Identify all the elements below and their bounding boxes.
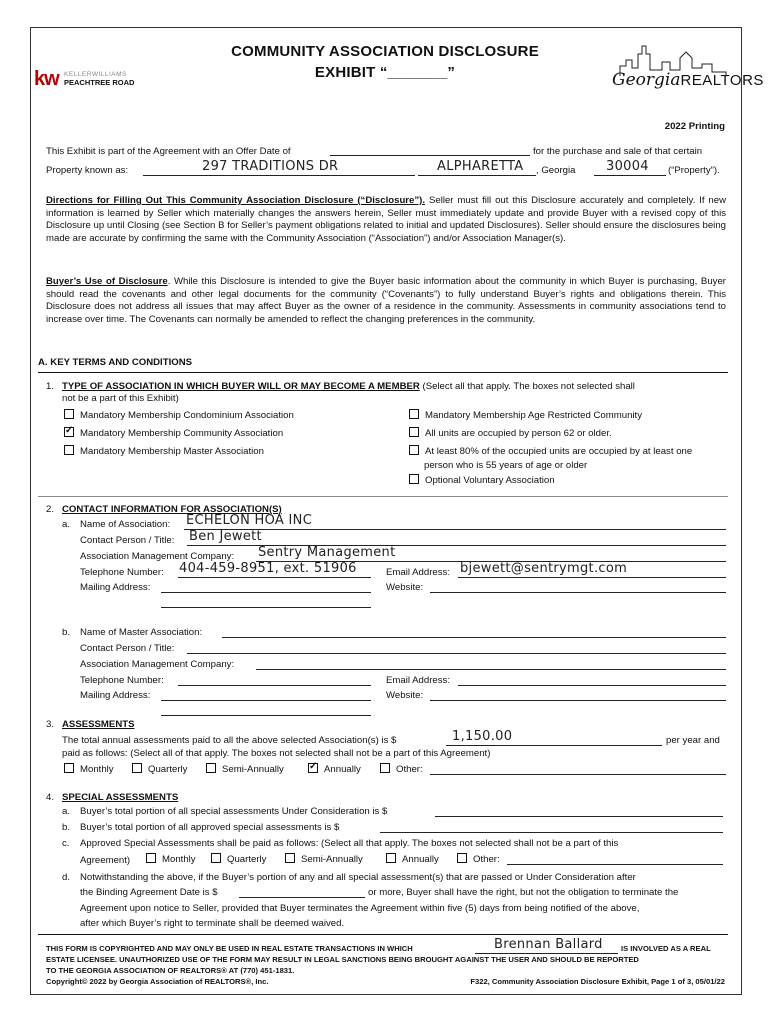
item3-num: 3. (46, 719, 55, 730)
item4-b-text: Buyer’s total portion of all approved special assessments is $ (80, 822, 340, 833)
option-label: At least 80% of the occupied units are occupied by at least one (425, 446, 693, 457)
property-label: (“Property”). (668, 165, 720, 176)
mgmt-value: Sentry Management (258, 545, 396, 560)
kw-office (64, 71, 134, 87)
checkbox-special-other[interactable] (457, 853, 467, 863)
item1-heading: TYPE OF ASSOCIATION IN WHICH BUYER WILL OR MAY BECOME A MEMBER (62, 381, 420, 392)
other-field[interactable] (430, 774, 726, 775)
kw-logo (34, 68, 59, 91)
item4-d-line3: Agreement upon notice to Seller, provided that Buyer terminates the Agreement within five (5) days from being notified of the above, (80, 903, 640, 914)
option-label: Quarterly (227, 854, 267, 865)
phone-field[interactable] (178, 577, 371, 578)
option-label: Optional Voluntary Association (425, 475, 555, 486)
item1-left-option-1[interactable] (64, 427, 283, 440)
special-other-field[interactable] (507, 864, 723, 865)
buyers-use-body: . While this Disclosure is intended to give the Buyer basic information about the community in which Buyer is purchasing, Buyer should read the covenants and other legal documents for the community (“Covenants”) to fully understand Buyer’s rights and obligations therein. This Disclosure does not address all issues that may affect Buyer as the owner of a residence in the community. Assessments in community associations tend to increase over time. The Covenants can normally be amended to reflect the changing preferences in the community. (46, 276, 726, 325)
zip-field[interactable] (594, 175, 666, 176)
option-label: Monthly (80, 764, 114, 775)
directions-heading: Directions for Filling Out This Community Association Disclosure (“Disclosure”). (46, 195, 426, 206)
item4-c-option-semi[interactable] (285, 853, 363, 866)
b-mail-field-2[interactable] (161, 715, 371, 716)
footer-copyright: Copyright© 2022 by Georgia Association of REALTORS®, Inc. (46, 977, 269, 986)
item1-num: 1. (46, 381, 55, 392)
item4-c-option-monthly[interactable] (146, 853, 196, 866)
threshold-field[interactable] (239, 897, 365, 898)
checkbox-semi-annually[interactable] (206, 763, 216, 773)
item1-right-option-2[interactable] (409, 445, 692, 458)
checkbox-special-monthly[interactable] (146, 853, 156, 863)
option-label: Mandatory Membership Community Association (80, 428, 284, 439)
checkbox-community-association[interactable] (64, 427, 74, 437)
b-website-label: Website: (386, 690, 424, 701)
item4-heading: SPECIAL ASSESSMENTS (62, 792, 179, 803)
gar-logo-script: Georgia (612, 70, 681, 90)
item1-right-option-3[interactable] (409, 474, 555, 487)
option-label: Mandatory Membership Condominium Association (80, 410, 294, 421)
intro-line1-a: This Exhibit is part of the Agreement with an Offer Date of (46, 146, 291, 157)
option-label: Mandatory Membership Master Association (80, 446, 264, 457)
item4-d-line2b: or more, Buyer shall have the right, but not the obligation to terminate the (368, 887, 679, 898)
item3-option-annually[interactable] (308, 763, 361, 776)
b-website-field[interactable] (430, 700, 726, 701)
special-under-consideration-field[interactable] (435, 816, 723, 817)
master-label: Name of Master Association: (80, 627, 203, 638)
buyers-use-heading: Buyer’s Use of Disclosure (46, 276, 168, 287)
gar-logo-word: REALTORS (680, 72, 764, 89)
item3-option-quarterly[interactable] (132, 763, 187, 776)
assessment-amount-value: 1,150.00 (452, 729, 513, 744)
item3-option-monthly[interactable] (64, 763, 114, 776)
mgmt-label: Association Management Company: (80, 551, 235, 562)
item4-num: 4. (46, 792, 55, 803)
checkbox-special-quarterly[interactable] (211, 853, 221, 863)
item2-a-label: a. (62, 519, 71, 530)
special-approved-field[interactable] (380, 832, 723, 833)
item4-d-line2a: the Binding Agreement Date is $ (80, 887, 218, 898)
item4-c-option-annually[interactable] (386, 853, 439, 866)
checkbox-80-percent[interactable] (409, 445, 419, 455)
licensee-value: Brennan Ballard (494, 937, 603, 952)
option-label: Quarterly (148, 764, 188, 775)
printing-year: 2022 Printing (664, 121, 725, 132)
website-field[interactable] (430, 592, 726, 593)
item4-b: b. (62, 822, 71, 833)
checkbox-62-or-older[interactable] (409, 427, 419, 437)
item4-c-text2: Agreement) (80, 855, 131, 866)
city-field[interactable] (418, 175, 536, 176)
option-label: Annually (402, 854, 439, 865)
option-label: Monthly (162, 854, 196, 865)
mail-label: Mailing Address: (80, 582, 151, 593)
b-contact-field[interactable] (187, 653, 726, 654)
assoc-name-field[interactable] (184, 529, 726, 530)
footer-line1-b: IS INVOLVED AS A REAL (621, 944, 711, 953)
item1-right-option-1[interactable] (409, 427, 612, 440)
item4-d: d. (62, 872, 71, 883)
checkbox-master-association[interactable] (64, 445, 74, 455)
item4-d-line4: after which Buyer’s right to terminate shall be deemed waived. (80, 918, 345, 929)
item3-heading: ASSESSMENTS (62, 719, 135, 730)
directions-paragraph (46, 195, 726, 245)
section-a-heading: A. KEY TERMS AND CONDITIONS (38, 357, 193, 368)
kw-office-line1: KELLERWILLIAMS (64, 71, 127, 78)
footer-line2: ESTATE LICENSEE. UNAUTHORIZED USE OF THE FORM MAY RESULT IN LEGAL SANCTIONS BEING BROUGHT AGAINST THE USER AND SHOULD BE REPORTED (46, 955, 639, 964)
item4-c: c. (62, 838, 70, 849)
item4-d-line1: Notwithstanding the above, if the Buyer’s portion of any and all special assessment(s) that are passed or Under Consideration after (80, 872, 636, 883)
mail-field-2[interactable] (161, 607, 371, 608)
gar-logo-text (612, 70, 764, 90)
item2-num: 2. (46, 504, 55, 515)
item1-right-option-0[interactable] (409, 409, 642, 422)
contact-value: Ben Jewett (189, 529, 262, 544)
email-value: bjewett@sentrymgt.com (460, 561, 628, 576)
option-label: Annually (324, 764, 361, 775)
georgia-realtors-logo (612, 40, 764, 100)
website-label: Website: (386, 582, 424, 593)
checkbox-condominium[interactable] (64, 409, 74, 419)
item1-note: (Select all that apply. The boxes not selected shall (422, 381, 635, 392)
b-email-label: Email Address: (386, 675, 450, 686)
item3-text-b: per year and (666, 735, 720, 746)
phone-label: Telephone Number: (80, 567, 164, 578)
email-field[interactable] (458, 577, 726, 578)
item-divider (38, 496, 728, 497)
intro-line1-b: for the purchase and sale of that certain (533, 146, 703, 157)
footer-line3: TO THE GEORGIA ASSOCIATION OF REALTORS® AT (770) 451-1831. (46, 966, 295, 975)
b-phone-field[interactable] (178, 685, 371, 686)
checkbox-optional-voluntary[interactable] (409, 474, 419, 484)
checkbox-age-restricted[interactable] (409, 409, 419, 419)
contact-label: Contact Person / Title: (80, 535, 175, 546)
email-label: Email Address: (386, 567, 450, 578)
b-mgmt-label: Association Management Company: (80, 659, 235, 670)
assoc-name-value: ECHELON HOA INC (186, 513, 313, 528)
section-divider (38, 372, 728, 373)
checkbox-other[interactable] (380, 763, 390, 773)
address-value: 297 TRADITIONS DR (202, 159, 339, 174)
kw-office-line2: PEACHTREE ROAD (64, 78, 135, 87)
footer-form-id: F322, Community Association Disclosure Exhibit, Page 1 of 3, 05/01/22 (470, 977, 725, 986)
kw-logo-text: kw (34, 68, 59, 90)
checkbox-monthly[interactable] (64, 763, 74, 773)
item2-heading: CONTACT INFORMATION FOR ASSOCIATION(S) (62, 504, 282, 515)
option-label: Semi-Annually (301, 854, 363, 865)
option-label: Other: (396, 764, 423, 775)
georgia-label: , Georgia (536, 165, 576, 176)
checkbox-special-annually[interactable] (386, 853, 396, 863)
b-mail-label: Mailing Address: (80, 690, 151, 701)
exhibit-label: EXHIBIT “_______” (314, 64, 456, 81)
item1-left-option-2[interactable] (64, 445, 264, 458)
item4-c-option-quarterly[interactable] (211, 853, 266, 866)
buyers-use-paragraph (46, 276, 726, 326)
phone-value: 404-459-8951, ext. 51906 (179, 561, 357, 576)
item1-note2: not be a part of this Exhibit) (62, 393, 179, 404)
assoc-name-label: Name of Association: (80, 519, 171, 530)
directions-body: Seller must fill out this Disclosure accurately and completely. If new information is learned by Seller which materially changes the answers herein, Seller must immediately update and provide Buyer with a revised copy of this Disclosure up until Closing (see Section B for Seller’s payment obligations related to initial and updated Disclosures). Seller should ensure the disclosures being made are accurate by confirming the same with the Community Association (“Association”) and/or Association Manager(s). (46, 195, 726, 244)
item3-text-c: paid as follows: (Select all of that apply. The boxes not selected shall not be a part of this Agreement) (62, 748, 491, 759)
checkbox-annually[interactable] (308, 763, 318, 773)
page-title: COMMUNITY ASSOCIATION DISCLOSURE (231, 43, 539, 60)
item3-option-semi[interactable] (206, 763, 284, 776)
b-contact-label: Contact Person / Title: (80, 643, 175, 654)
item3-option-other[interactable] (380, 763, 423, 776)
item4-a-text: Buyer’s total portion of all special assessments Under Consideration is $ (80, 806, 388, 817)
item1-right-option-2-line2: person who is 55 years of age or older (424, 460, 588, 471)
item4-c-option-other[interactable] (457, 853, 500, 866)
option-label: All units are occupied by person 62 or older. (425, 428, 612, 439)
assessment-amount-field[interactable] (446, 745, 662, 746)
footer-line1-a: THIS FORM IS COPYRIGHTED AND MAY ONLY BE USED IN REAL ESTATE TRANSACTIONS IN WHICH (46, 944, 413, 953)
item4-a: a. (62, 806, 71, 817)
b-mgmt-field[interactable] (256, 669, 726, 670)
intro-line2-a: Property known as: (46, 165, 129, 176)
offer-date-field[interactable] (330, 155, 530, 156)
mail-field[interactable] (161, 592, 371, 593)
b-email-field[interactable] (458, 685, 726, 686)
option-label: Other: (473, 854, 500, 865)
zip-value: 30004 (606, 159, 649, 174)
item2-b-label: b. (62, 627, 71, 638)
item4-c-text: Approved Special Assessments shall be paid as follows: (Select all that apply. The boxes not selected shall not be a part of this (80, 838, 619, 849)
footer-divider (38, 934, 728, 935)
option-label: Mandatory Membership Age Restricted Community (425, 410, 643, 421)
checkbox-special-semi-annually[interactable] (285, 853, 295, 863)
b-mail-field[interactable] (161, 700, 371, 701)
city-value: ALPHARETTA (437, 159, 524, 174)
address-field[interactable] (143, 175, 415, 176)
b-phone-label: Telephone Number: (80, 675, 164, 686)
master-field[interactable] (222, 637, 726, 638)
item3-text-a: The total annual assessments paid to all the above selected Association(s) is $ (62, 735, 397, 746)
checkbox-quarterly[interactable] (132, 763, 142, 773)
option-label: Semi-Annually (222, 764, 284, 775)
licensee-field[interactable] (475, 953, 618, 954)
item1-left-option-0[interactable] (64, 409, 294, 422)
